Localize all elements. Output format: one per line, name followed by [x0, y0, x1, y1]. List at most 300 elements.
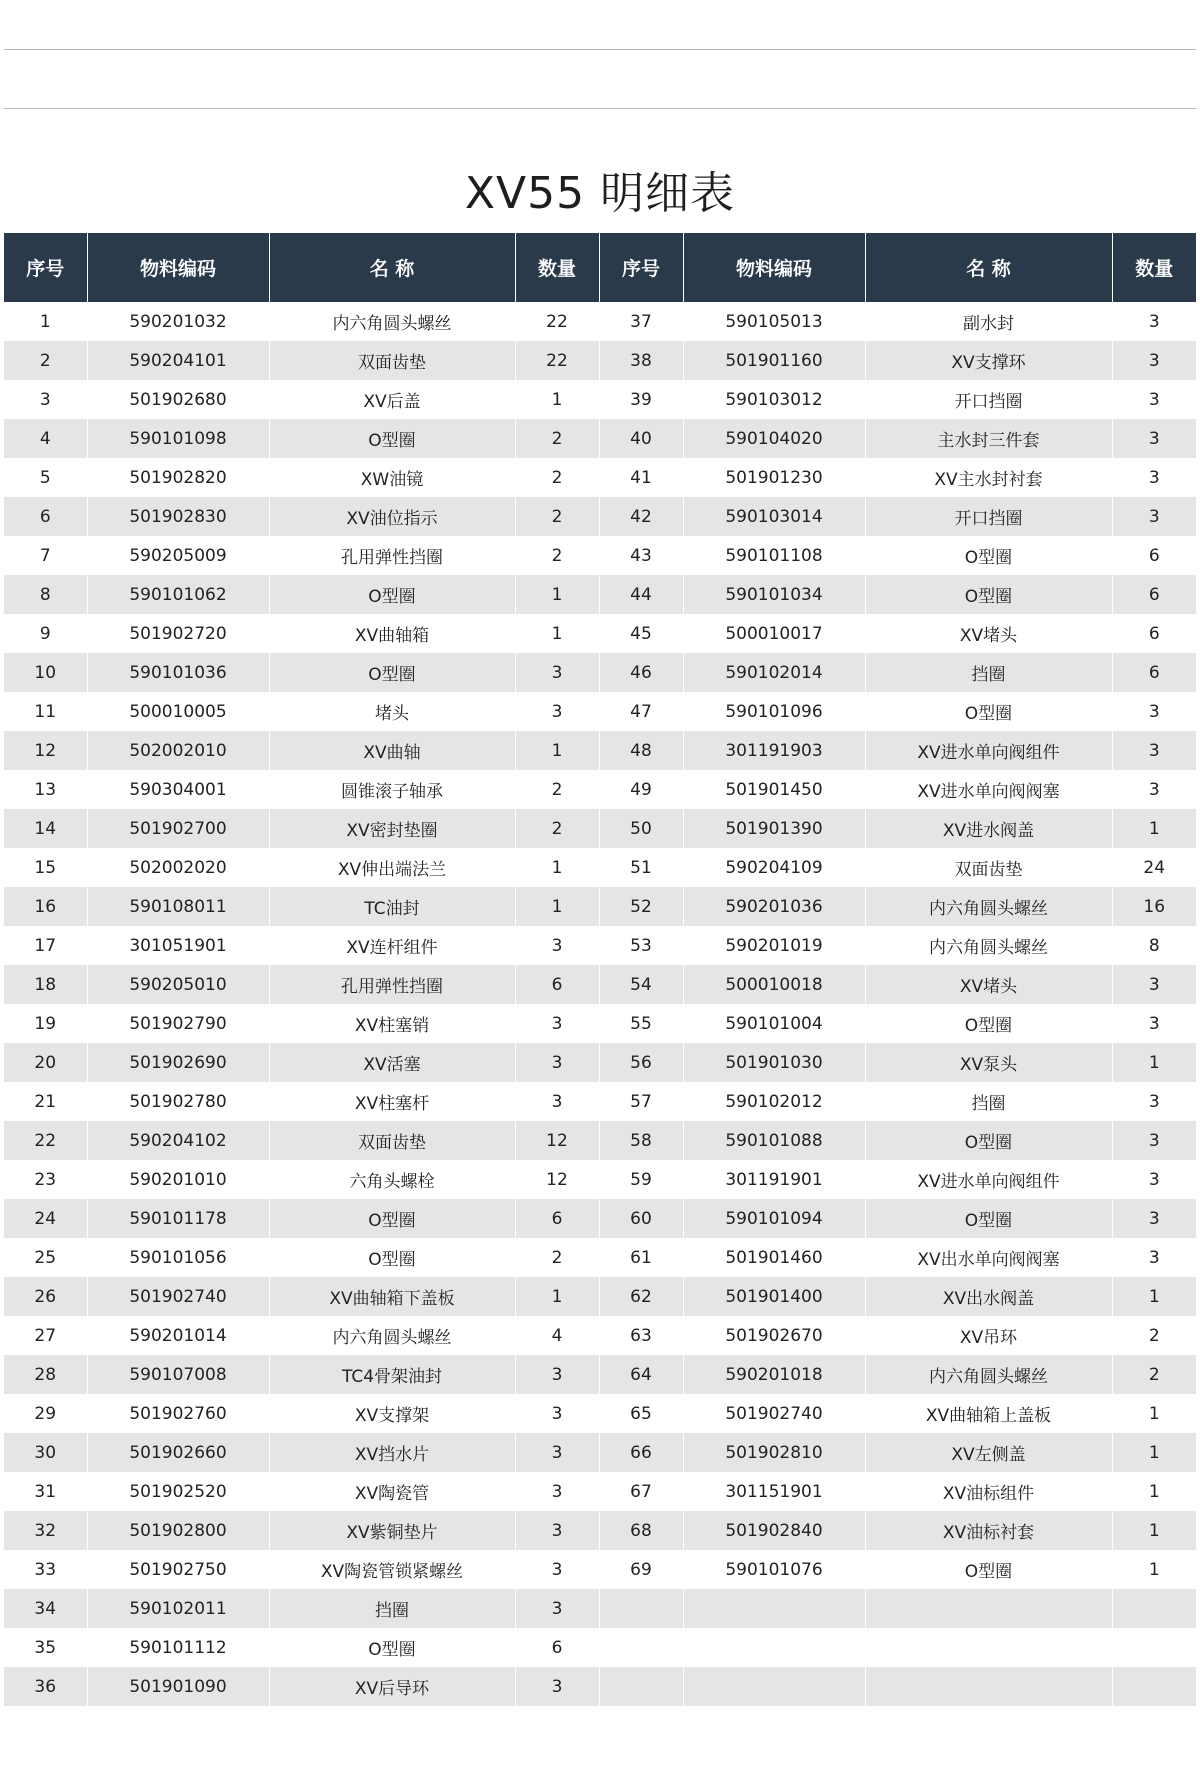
table-row	[4, 614, 1196, 653]
cell-code-2: 590102014	[683, 653, 865, 692]
cell-qty-2	[1112, 1667, 1196, 1706]
cell-code: 501901090	[87, 1667, 269, 1706]
cell-qty: 12	[515, 1121, 599, 1160]
cell-name-2: XV泵头	[865, 1043, 1112, 1082]
table-row	[4, 1511, 1196, 1550]
cell-index: 19	[4, 1004, 87, 1043]
cell-name: XV曲轴	[269, 731, 515, 770]
cell-index: 5	[4, 458, 87, 497]
cell-index: 13	[4, 770, 87, 809]
cell-code: 590101178	[87, 1199, 269, 1238]
cell-index: 4	[4, 419, 87, 458]
cell-name-2: XV油标衬套	[865, 1511, 1112, 1550]
cell-index-2: 67	[599, 1472, 683, 1511]
top-divider	[4, 49, 1196, 50]
table-row	[4, 497, 1196, 536]
cell-index: 18	[4, 965, 87, 1004]
cell-code-2: 501902670	[683, 1316, 865, 1355]
cell-name-2: O型圈	[865, 1550, 1112, 1589]
table-row	[4, 302, 1196, 341]
cell-index-2: 46	[599, 653, 683, 692]
col-header-qty: 数量	[515, 233, 599, 302]
cell-qty-2: 1	[1112, 1472, 1196, 1511]
col-header-code-2: 物料编码	[683, 233, 865, 302]
cell-name: 双面齿垫	[269, 341, 515, 380]
cell-code-2: 501901460	[683, 1238, 865, 1277]
cell-index-2: 69	[599, 1550, 683, 1589]
cell-name-2: XV曲轴箱上盖板	[865, 1394, 1112, 1433]
cell-name-2: O型圈	[865, 692, 1112, 731]
cell-code-2: 590103012	[683, 380, 865, 419]
cell-index: 7	[4, 536, 87, 575]
cell-qty-2: 3	[1112, 497, 1196, 536]
cell-qty-2	[1112, 1628, 1196, 1667]
cell-qty: 1	[515, 848, 599, 887]
cell-code: 590101036	[87, 653, 269, 692]
cell-index-2: 50	[599, 809, 683, 848]
cell-index-2: 44	[599, 575, 683, 614]
cell-name-2: 双面齿垫	[865, 848, 1112, 887]
table-row	[4, 731, 1196, 770]
table-row	[4, 1589, 1196, 1628]
cell-code-2: 501902740	[683, 1394, 865, 1433]
cell-qty-2: 3	[1112, 380, 1196, 419]
cell-name-2	[865, 1628, 1112, 1667]
cell-name-2: XV进水阀盖	[865, 809, 1112, 848]
cell-code-2: 590201036	[683, 887, 865, 926]
table-row	[4, 1082, 1196, 1121]
cell-qty-2: 24	[1112, 848, 1196, 887]
cell-qty: 1	[515, 614, 599, 653]
cell-index: 33	[4, 1550, 87, 1589]
cell-code-2: 590101108	[683, 536, 865, 575]
cell-index-2: 62	[599, 1277, 683, 1316]
cell-qty-2: 6	[1112, 653, 1196, 692]
cell-code: 590101098	[87, 419, 269, 458]
table-row	[4, 1004, 1196, 1043]
cell-qty: 3	[515, 1433, 599, 1472]
cell-name: 内六角圆头螺丝	[269, 1316, 515, 1355]
cell-index: 27	[4, 1316, 87, 1355]
cell-qty-2: 1	[1112, 809, 1196, 848]
cell-code-2: 501902810	[683, 1433, 865, 1472]
cell-index-2	[599, 1628, 683, 1667]
cell-name-2: 开口挡圈	[865, 380, 1112, 419]
cell-code: 590304001	[87, 770, 269, 809]
cell-code: 590204102	[87, 1121, 269, 1160]
cell-code-2: 500010017	[683, 614, 865, 653]
cell-code: 590205010	[87, 965, 269, 1004]
table-row	[4, 458, 1196, 497]
cell-index: 14	[4, 809, 87, 848]
cell-name-2: 挡圈	[865, 1082, 1112, 1121]
cell-code: 501902520	[87, 1472, 269, 1511]
cell-qty-2: 3	[1112, 1160, 1196, 1199]
col-header-index: 序号	[4, 233, 87, 302]
table-row	[4, 419, 1196, 458]
cell-code: 502002010	[87, 731, 269, 770]
cell-code-2: 590101034	[683, 575, 865, 614]
cell-qty-2: 3	[1112, 1004, 1196, 1043]
cell-name-2: XV左侧盖	[865, 1433, 1112, 1472]
cell-code-2: 501901450	[683, 770, 865, 809]
cell-name: XV陶瓷管	[269, 1472, 515, 1511]
cell-name-2: XV支撑环	[865, 341, 1112, 380]
cell-name-2: XV进水单向阀阀塞	[865, 770, 1112, 809]
cell-index: 6	[4, 497, 87, 536]
cell-qty-2: 6	[1112, 536, 1196, 575]
table-row	[4, 380, 1196, 419]
cell-name-2: 内六角圆头螺丝	[865, 926, 1112, 965]
cell-index-2: 55	[599, 1004, 683, 1043]
cell-index: 35	[4, 1628, 87, 1667]
cell-qty-2: 1	[1112, 1043, 1196, 1082]
cell-index-2: 41	[599, 458, 683, 497]
cell-qty-2: 3	[1112, 458, 1196, 497]
cell-qty-2: 1	[1112, 1277, 1196, 1316]
cell-qty: 1	[515, 380, 599, 419]
cell-index: 11	[4, 692, 87, 731]
cell-qty: 6	[515, 1628, 599, 1667]
cell-code: 501902720	[87, 614, 269, 653]
cell-name: XV密封垫圈	[269, 809, 515, 848]
cell-qty: 1	[515, 575, 599, 614]
table-row	[4, 1043, 1196, 1082]
cell-qty-2: 6	[1112, 575, 1196, 614]
cell-name-2: 开口挡圈	[865, 497, 1112, 536]
cell-code-2: 501902840	[683, 1511, 865, 1550]
cell-code-2: 500010018	[683, 965, 865, 1004]
cell-code: 501902790	[87, 1004, 269, 1043]
cell-index: 29	[4, 1394, 87, 1433]
cell-name-2: XV出水单向阀阀塞	[865, 1238, 1112, 1277]
table-row	[4, 1667, 1196, 1706]
cell-qty: 3	[515, 1355, 599, 1394]
cell-qty: 2	[515, 1238, 599, 1277]
table-row	[4, 1160, 1196, 1199]
cell-qty: 6	[515, 1199, 599, 1238]
col-header-index-2: 序号	[599, 233, 683, 302]
cell-name: 六角头螺栓	[269, 1160, 515, 1199]
cell-qty: 2	[515, 497, 599, 536]
cell-index: 21	[4, 1082, 87, 1121]
cell-code: 590107008	[87, 1355, 269, 1394]
cell-qty: 3	[515, 1589, 599, 1628]
cell-qty: 3	[515, 1004, 599, 1043]
cell-code: 590101112	[87, 1628, 269, 1667]
cell-name-2: XV堵头	[865, 614, 1112, 653]
cell-index-2: 49	[599, 770, 683, 809]
cell-code-2: 590102012	[683, 1082, 865, 1121]
cell-index: 30	[4, 1433, 87, 1472]
cell-index-2	[599, 1589, 683, 1628]
cell-index: 28	[4, 1355, 87, 1394]
cell-qty-2: 1	[1112, 1394, 1196, 1433]
table-row	[4, 770, 1196, 809]
table-row	[4, 1277, 1196, 1316]
cell-code-2: 590101096	[683, 692, 865, 731]
cell-name-2: O型圈	[865, 1199, 1112, 1238]
cell-name: TC油封	[269, 887, 515, 926]
cell-index: 25	[4, 1238, 87, 1277]
col-header-code: 物料编码	[87, 233, 269, 302]
cell-index: 20	[4, 1043, 87, 1082]
col-header-qty-2: 数量	[1112, 233, 1196, 302]
cell-qty: 22	[515, 302, 599, 341]
cell-qty: 2	[515, 770, 599, 809]
cell-code-2: 590201019	[683, 926, 865, 965]
cell-code-2: 590201018	[683, 1355, 865, 1394]
table-row	[4, 575, 1196, 614]
cell-name-2: XV进水单向阀组件	[865, 731, 1112, 770]
table-row	[4, 341, 1196, 380]
cell-qty: 22	[515, 341, 599, 380]
table-row	[4, 809, 1196, 848]
page-title: XV55 明细表	[464, 168, 736, 219]
cell-index: 36	[4, 1667, 87, 1706]
cell-qty: 3	[515, 1667, 599, 1706]
cell-index-2: 47	[599, 692, 683, 731]
cell-name: O型圈	[269, 419, 515, 458]
cell-index-2: 43	[599, 536, 683, 575]
cell-name-2: XV堵头	[865, 965, 1112, 1004]
table-row	[4, 1550, 1196, 1589]
cell-qty-2: 1	[1112, 1550, 1196, 1589]
cell-name: XV后盖	[269, 380, 515, 419]
cell-name: XW油镜	[269, 458, 515, 497]
table-row	[4, 653, 1196, 692]
cell-name: XV连杆组件	[269, 926, 515, 965]
cell-code: 501902820	[87, 458, 269, 497]
cell-name-2: 主水封三件套	[865, 419, 1112, 458]
header-divider	[4, 108, 1196, 109]
cell-index-2: 58	[599, 1121, 683, 1160]
cell-qty-2: 8	[1112, 926, 1196, 965]
cell-name: XV紫铜垫片	[269, 1511, 515, 1550]
cell-index-2: 56	[599, 1043, 683, 1082]
cell-qty-2: 3	[1112, 1121, 1196, 1160]
cell-index: 34	[4, 1589, 87, 1628]
cell-code: 590101062	[87, 575, 269, 614]
cell-name: 圆锥滚子轴承	[269, 770, 515, 809]
cell-qty-2: 6	[1112, 614, 1196, 653]
cell-qty: 3	[515, 653, 599, 692]
cell-index: 3	[4, 380, 87, 419]
cell-qty: 1	[515, 1277, 599, 1316]
cell-index-2: 63	[599, 1316, 683, 1355]
cell-index-2: 51	[599, 848, 683, 887]
table-row	[4, 1628, 1196, 1667]
cell-code: 590101056	[87, 1238, 269, 1277]
table-row	[4, 926, 1196, 965]
cell-qty-2: 3	[1112, 1082, 1196, 1121]
cell-qty-2: 3	[1112, 302, 1196, 341]
cell-code-2: 301191901	[683, 1160, 865, 1199]
cell-name: XV柱塞销	[269, 1004, 515, 1043]
cell-index-2: 48	[599, 731, 683, 770]
cell-name: TC4骨架油封	[269, 1355, 515, 1394]
cell-qty-2: 3	[1112, 770, 1196, 809]
cell-code-2: 501901030	[683, 1043, 865, 1082]
cell-code-2: 590101088	[683, 1121, 865, 1160]
parts-table	[4, 233, 1196, 1706]
cell-qty-2: 3	[1112, 1238, 1196, 1277]
table-row	[4, 536, 1196, 575]
cell-index-2: 52	[599, 887, 683, 926]
cell-code: 590201032	[87, 302, 269, 341]
cell-index-2: 59	[599, 1160, 683, 1199]
cell-code: 501902690	[87, 1043, 269, 1082]
cell-name: 挡圈	[269, 1589, 515, 1628]
cell-code: 501902660	[87, 1433, 269, 1472]
cell-code-2: 501901400	[683, 1277, 865, 1316]
cell-qty: 2	[515, 419, 599, 458]
cell-name: XV挡水片	[269, 1433, 515, 1472]
cell-qty-2: 3	[1112, 341, 1196, 380]
table-row	[4, 1121, 1196, 1160]
cell-name: 孔用弹性挡圈	[269, 965, 515, 1004]
cell-qty: 12	[515, 1160, 599, 1199]
cell-name-2: 内六角圆头螺丝	[865, 1355, 1112, 1394]
cell-code-2: 590101094	[683, 1199, 865, 1238]
col-header-name: 名 称	[269, 233, 515, 302]
cell-name-2: 副水封	[865, 302, 1112, 341]
cell-name: XV曲轴箱	[269, 614, 515, 653]
cell-qty: 2	[515, 809, 599, 848]
cell-index-2: 40	[599, 419, 683, 458]
cell-code: 590204101	[87, 341, 269, 380]
cell-code-2: 501901390	[683, 809, 865, 848]
table-row	[4, 1472, 1196, 1511]
cell-name-2: XV进水单向阀组件	[865, 1160, 1112, 1199]
cell-code-2: 590103014	[683, 497, 865, 536]
cell-index-2: 37	[599, 302, 683, 341]
cell-name-2: XV主水封衬套	[865, 458, 1112, 497]
cell-qty-2: 3	[1112, 731, 1196, 770]
cell-qty: 3	[515, 926, 599, 965]
col-header-name-2: 名 称	[865, 233, 1112, 302]
cell-index: 15	[4, 848, 87, 887]
cell-code: 590201014	[87, 1316, 269, 1355]
cell-name: XV陶瓷管锁紧螺丝	[269, 1550, 515, 1589]
cell-code: 301051901	[87, 926, 269, 965]
cell-name: O型圈	[269, 1199, 515, 1238]
cell-name: O型圈	[269, 1628, 515, 1667]
cell-code-2: 590204109	[683, 848, 865, 887]
cell-code-2: 301191903	[683, 731, 865, 770]
cell-name: 双面齿垫	[269, 1121, 515, 1160]
cell-index: 16	[4, 887, 87, 926]
cell-qty: 3	[515, 692, 599, 731]
cell-index-2	[599, 1667, 683, 1706]
cell-index: 12	[4, 731, 87, 770]
table-row	[4, 887, 1196, 926]
cell-code: 590108011	[87, 887, 269, 926]
cell-name: XV支撑架	[269, 1394, 515, 1433]
cell-code: 590102011	[87, 1589, 269, 1628]
cell-qty: 3	[515, 1472, 599, 1511]
cell-index-2: 66	[599, 1433, 683, 1472]
cell-code: 501902680	[87, 380, 269, 419]
table-row	[4, 1316, 1196, 1355]
cell-qty-2: 3	[1112, 419, 1196, 458]
cell-code-2	[683, 1667, 865, 1706]
table-row	[4, 1199, 1196, 1238]
cell-qty: 3	[515, 1511, 599, 1550]
cell-code-2: 590101076	[683, 1550, 865, 1589]
cell-code-2: 590105013	[683, 302, 865, 341]
cell-code: 502002020	[87, 848, 269, 887]
cell-code-2: 501901230	[683, 458, 865, 497]
cell-qty: 3	[515, 1082, 599, 1121]
table-row	[4, 1238, 1196, 1277]
cell-name-2: O型圈	[865, 575, 1112, 614]
cell-qty-2	[1112, 1589, 1196, 1628]
cell-name: 内六角圆头螺丝	[269, 302, 515, 341]
table-row	[4, 1433, 1196, 1472]
cell-code: 590201010	[87, 1160, 269, 1199]
cell-code-2	[683, 1589, 865, 1628]
cell-index: 1	[4, 302, 87, 341]
cell-index-2: 42	[599, 497, 683, 536]
cell-name: O型圈	[269, 1238, 515, 1277]
table-row	[4, 965, 1196, 1004]
cell-qty: 1	[515, 731, 599, 770]
table-header-row	[4, 233, 1196, 302]
cell-name: O型圈	[269, 653, 515, 692]
cell-code: 501902740	[87, 1277, 269, 1316]
cell-qty-2: 1	[1112, 1433, 1196, 1472]
cell-index-2: 65	[599, 1394, 683, 1433]
cell-qty: 6	[515, 965, 599, 1004]
cell-code: 590205009	[87, 536, 269, 575]
cell-name-2: O型圈	[865, 1004, 1112, 1043]
cell-qty: 4	[515, 1316, 599, 1355]
cell-name-2: 挡圈	[865, 653, 1112, 692]
cell-index: 32	[4, 1511, 87, 1550]
cell-name: XV后导环	[269, 1667, 515, 1706]
cell-name-2: XV油标组件	[865, 1472, 1112, 1511]
cell-index: 10	[4, 653, 87, 692]
cell-qty: 2	[515, 458, 599, 497]
cell-index-2: 60	[599, 1199, 683, 1238]
cell-qty-2: 2	[1112, 1316, 1196, 1355]
cell-qty: 3	[515, 1550, 599, 1589]
cell-qty: 3	[515, 1043, 599, 1082]
cell-name-2	[865, 1667, 1112, 1706]
cell-code: 501902700	[87, 809, 269, 848]
cell-index-2: 54	[599, 965, 683, 1004]
cell-name: XV油位指示	[269, 497, 515, 536]
cell-qty-2: 1	[1112, 1511, 1196, 1550]
cell-name: XV柱塞杆	[269, 1082, 515, 1121]
cell-qty-2: 16	[1112, 887, 1196, 926]
cell-code-2: 501901160	[683, 341, 865, 380]
cell-name-2: XV吊环	[865, 1316, 1112, 1355]
cell-index: 23	[4, 1160, 87, 1199]
cell-index: 2	[4, 341, 87, 380]
cell-code: 501902830	[87, 497, 269, 536]
table-row	[4, 692, 1196, 731]
cell-qty-2: 2	[1112, 1355, 1196, 1394]
cell-index: 8	[4, 575, 87, 614]
cell-name-2	[865, 1589, 1112, 1628]
cell-name: XV伸出端法兰	[269, 848, 515, 887]
cell-code-2: 590101004	[683, 1004, 865, 1043]
cell-qty-2: 3	[1112, 692, 1196, 731]
cell-qty: 3	[515, 1394, 599, 1433]
cell-index: 31	[4, 1472, 87, 1511]
